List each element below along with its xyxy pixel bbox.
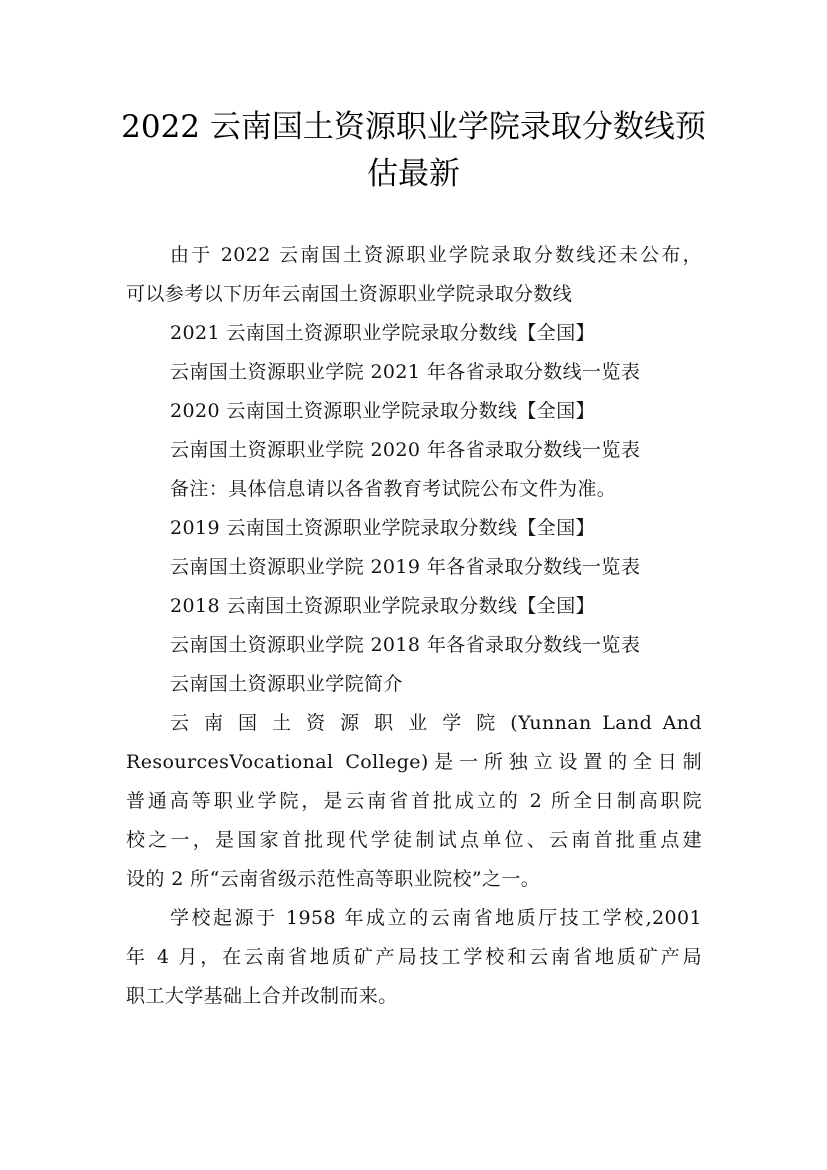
list-item-note: 备注：具体信息请以各省教育考试院公布文件为准。 [170, 478, 617, 500]
list-item: 云南国土资源职业学院 2021 年各省录取分数线一览表 [170, 361, 641, 383]
list-item: 2021 云南国土资源职业学院录取分数线【全国】 [170, 322, 595, 344]
title-line-2: 估最新 [367, 156, 460, 192]
document-title [110, 104, 717, 198]
para1-line: 普通高等职业学院，是云南省首批成立的 2 所全日制高职院 [126, 790, 702, 812]
section-heading: 云南国土资源职业学院简介 [170, 673, 403, 695]
list-item: 2018 云南国土资源职业学院录取分数线【全国】 [170, 595, 595, 617]
intro-line-1: 由于 2022 云南国土资源职业学院录取分数线还未公布， [170, 244, 702, 266]
title-line-1: 2022 云南国土资源职业学院录取分数线预 [121, 109, 706, 145]
para1-line: 校之一，是国家首批现代学徒制试点单位、云南首批重点建 [126, 829, 702, 851]
document-body [126, 236, 702, 1016]
list-item: 2020 云南国土资源职业学院录取分数线【全国】 [170, 400, 595, 422]
para2-line: 职工大学基础上合并改制而来。 [126, 985, 398, 1007]
para2-line: 学校起源于 1958 年成立的云南省地质厅技工学校,2001 [170, 907, 702, 929]
para2-line: 年 4 月，在云南省地质矿产局技工学校和云南省地质矿产局 [126, 946, 702, 968]
para1-line: 设的 2 所“云南省级示范性高等职业院校”之一。 [126, 868, 541, 890]
list-item: 云南国土资源职业学院 2018 年各省录取分数线一览表 [170, 634, 641, 656]
list-item: 2019 云南国土资源职业学院录取分数线【全国】 [170, 517, 595, 539]
intro-line-2: 可以参考以下历年云南国土资源职业学院录取分数线 [126, 283, 573, 305]
list-item: 云南国土资源职业学院 2020 年各省录取分数线一览表 [170, 439, 641, 461]
para1-line: 云 南 国 土 资 源 职 业 学 院 (Yunnan Land And [170, 712, 702, 734]
para1-line: ResourcesVocational College)是一所独立设置的全日制 [126, 751, 702, 773]
list-item: 云南国土资源职业学院 2019 年各省录取分数线一览表 [170, 556, 641, 578]
